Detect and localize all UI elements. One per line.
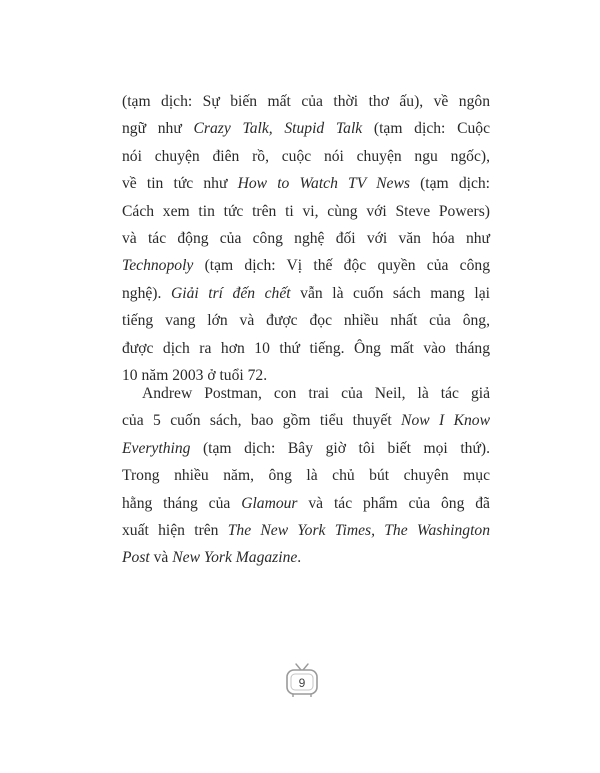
text-line — [122, 170, 490, 197]
text-line — [122, 307, 490, 334]
text-line — [122, 280, 490, 307]
text-line — [122, 380, 490, 407]
text-run: của 5 cuốn sách, bao gồm tiểu thuyết — [122, 412, 402, 430]
text-run: hằng tháng của — [122, 494, 242, 512]
text-line — [122, 88, 490, 115]
italic-title: Now I Know — [401, 412, 491, 430]
text-line — [122, 435, 490, 462]
text-run: tiếng vang lớn và được đọc nhiều nhất của ông, — [122, 312, 490, 330]
page-number-badge — [283, 662, 321, 698]
text-run: và tác động của công nghệ đối với văn hóa như — [122, 230, 490, 248]
text-line — [122, 198, 490, 225]
text-run: về tin tức như — [122, 175, 238, 193]
italic-title: Technopoly — [122, 257, 194, 275]
text-line — [122, 115, 490, 142]
italic-title: New York Magazine — [172, 549, 298, 567]
text-line — [122, 252, 490, 279]
text-run: và tác phẩm của ông đã — [297, 494, 490, 512]
text-line — [122, 490, 490, 517]
text-line — [122, 544, 490, 571]
text-line — [122, 143, 490, 170]
text-run: (tạm dịch: Bây giờ tôi biết mọi thứ). — [190, 439, 490, 457]
italic-title: Crazy Talk, Stupid Talk — [193, 120, 363, 138]
text-line — [122, 407, 490, 434]
text-run: xuất hiện trên — [122, 522, 228, 540]
italic-title: How to Watch TV News — [237, 175, 410, 193]
text-run: vẫn là cuốn sách mang lại — [290, 284, 490, 302]
text-run: 10 năm 2003 ở tuổi 72. — [122, 367, 268, 385]
paragraph-author-bio-neil — [122, 88, 490, 389]
paragraph-author-bio-andrew — [122, 380, 490, 572]
text-run: Cách xem tin tức trên ti vi, cùng với Steve Powers) — [122, 202, 490, 220]
text-run: ngữ như — [122, 120, 194, 138]
text-run: (tạm dịch: Cuộc — [362, 120, 490, 138]
text-line — [122, 335, 490, 362]
italic-title: Post — [122, 549, 150, 567]
text-line — [122, 517, 490, 544]
text-run: (tạm dịch: Sự biến mất của thời thơ ấu), về ngôn — [122, 93, 490, 110]
italic-title: Glamour — [241, 494, 298, 512]
text-run: nói chuyện điên rồ, cuộc nói chuyện ngu ngốc), — [122, 147, 490, 165]
text-run: Andrew Postman, con trai của Neil, là tác giả — [142, 385, 490, 402]
page-number: 9 — [298, 676, 306, 690]
text-run: . — [297, 549, 302, 567]
italic-title: The New York Times, The Washington — [227, 522, 490, 540]
text-run: (tạm dịch: Vị thế độc quyền của công — [193, 257, 490, 275]
text-run: nghệ). — [122, 284, 171, 302]
text-run: và — [149, 549, 173, 567]
text-line — [122, 225, 490, 252]
text-run: Trong nhiều năm, ông là chủ bút chuyên mục — [122, 467, 490, 485]
italic-title: Everything — [122, 439, 191, 457]
italic-title: Giải trí đến chết — [170, 284, 291, 302]
text-run: được dịch ra hơn 10 thứ tiếng. Ông mất vào tháng — [122, 339, 490, 357]
text-line — [122, 462, 490, 489]
text-run: (tạm dịch: — [409, 175, 490, 193]
